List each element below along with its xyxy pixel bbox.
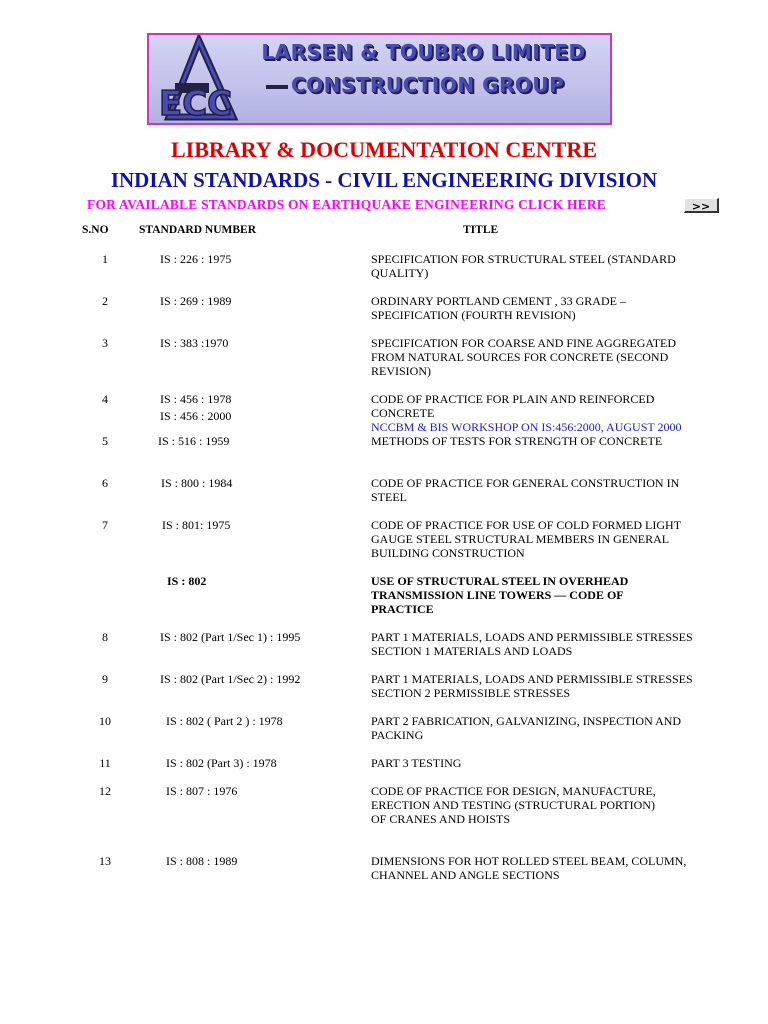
row-title: PART 2 FABRICATION, GALVANIZING, INSPECTION AND PACKING	[371, 714, 682, 742]
row-sno: 1	[102, 252, 108, 266]
logo-company-name: LARSEN & TOUBRO LIMITED	[261, 40, 586, 64]
company-logo	[147, 33, 612, 125]
row-standard-number: IS : 516 : 1959	[158, 434, 230, 448]
row-standard-number: IS : 383 :1970	[160, 336, 229, 350]
row-standard-number: IS : 802 ( Part 2 ) : 1978	[166, 714, 283, 728]
row-sno: 12	[99, 784, 111, 798]
row-sno: 10	[99, 714, 111, 728]
row-sno: 8	[102, 630, 108, 644]
row-standard-number: IS : 456 : 1978	[160, 392, 232, 406]
logo-mark-text: ECC	[159, 84, 233, 124]
row-sno: 6	[102, 476, 108, 490]
group-standard-number: IS : 802	[167, 574, 207, 588]
row-standard-number: IS : 808 : 1989	[166, 854, 238, 868]
row-standard-number-revised: IS : 456 : 2000	[160, 409, 232, 423]
row-sno: 13	[99, 854, 111, 868]
row-standard-number: IS : 802 (Part 1/Sec 2) : 1992	[160, 672, 301, 686]
row-title: CODE OF PRACTICE FOR PLAIN AND REINFORCED CONCRETE	[371, 392, 655, 420]
row-sno: 11	[99, 756, 111, 770]
row-sno: 7	[102, 518, 108, 532]
row-title: DIMENSIONS FOR HOT ROLLED STEEL BEAM, COLUMN, CHANNEL AND ANGLE SECTIONS	[371, 854, 687, 882]
column-header-sno: S.NO	[82, 224, 109, 236]
row-title: PART 1 MATERIALS, LOADS AND PERMISSIBLE STRESSES SECTION 2 PERMISSIBLE STRESSES	[371, 672, 693, 700]
row-sno: 3	[102, 336, 108, 350]
column-header-title: TITLE	[463, 224, 499, 236]
row-standard-number: IS : 802 (Part 3) : 1978	[166, 756, 277, 770]
row-sno: 5	[102, 434, 108, 448]
workshop-link[interactable]: NCCBM & BIS WORKSHOP ON IS:456:2000, AUGUST 2000	[371, 420, 682, 434]
row-title: ORDINARY PORTLAND CEMENT , 33 GRADE – SPECIFICATION (FOURTH REVISION)	[371, 294, 626, 322]
row-sno: 2	[102, 294, 108, 308]
row-standard-number: IS : 800 : 1984	[161, 476, 233, 490]
row-title: SPECIFICATION FOR STRUCTURAL STEEL (STANDARD QUALITY)	[371, 252, 676, 280]
logo-division-name: CONSTRUCTION GROUP	[291, 73, 565, 97]
row-standard-number: IS : 807 : 1976	[166, 784, 238, 798]
logo-dash	[266, 85, 288, 89]
row-title: PART 1 MATERIALS, LOADS AND PERMISSIBLE STRESSES SECTION 1 MATERIALS AND LOADS	[371, 630, 693, 658]
row-standard-number: IS : 226 : 1975	[160, 252, 232, 266]
row-title: CODE OF PRACTICE FOR GENERAL CONSTRUCTION IN STEEL	[371, 476, 680, 504]
row-standard-number: IS : 801: 1975	[162, 518, 231, 532]
column-header-standard: STANDARD NUMBER	[139, 224, 257, 236]
earthquake-standards-button[interactable]: >>	[684, 198, 719, 213]
row-standard-number: IS : 269 : 1989	[160, 294, 232, 308]
earthquake-standards-link[interactable]: FOR AVAILABLE STANDARDS ON EARTHQUAKE ENGINEERING CLICK HERE	[87, 197, 607, 212]
group-title: USE OF STRUCTURAL STEEL IN OVERHEAD TRANSMISSION LINE TOWERS — CODE OF PRACTICE	[371, 574, 629, 616]
page-subtitle: INDIAN STANDARDS - CIVIL ENGINEERING DIVISION	[110, 168, 658, 192]
row-title: CODE OF PRACTICE FOR USE OF COLD FORMED LIGHT GAUGE STEEL STRUCTURAL MEMBERS IN GENERAL BUILDING CONSTRUCTION	[371, 518, 681, 560]
row-title: SPECIFICATION FOR COARSE AND FINE AGGREGATED FROM NATURAL SOURCES FOR CONCRETE (SECOND REVISION)	[371, 336, 677, 378]
row-title: METHODS OF TESTS FOR STRENGTH OF CONCRETE	[371, 434, 663, 448]
row-sno: 9	[102, 672, 108, 686]
row-title: PART 3 TESTING	[371, 756, 462, 770]
row-title: CODE OF PRACTICE FOR DESIGN, MANUFACTURE, ERECTION AND TESTING (STRUCTURAL PORTION) OF CRANES AND HOISTS	[371, 784, 656, 826]
page-title: LIBRARY & DOCUMENTATION CENTRE	[170, 137, 597, 162]
row-standard-number: IS : 802 (Part 1/Sec 1) : 1995	[160, 630, 301, 644]
row-sno: 4	[102, 392, 108, 406]
